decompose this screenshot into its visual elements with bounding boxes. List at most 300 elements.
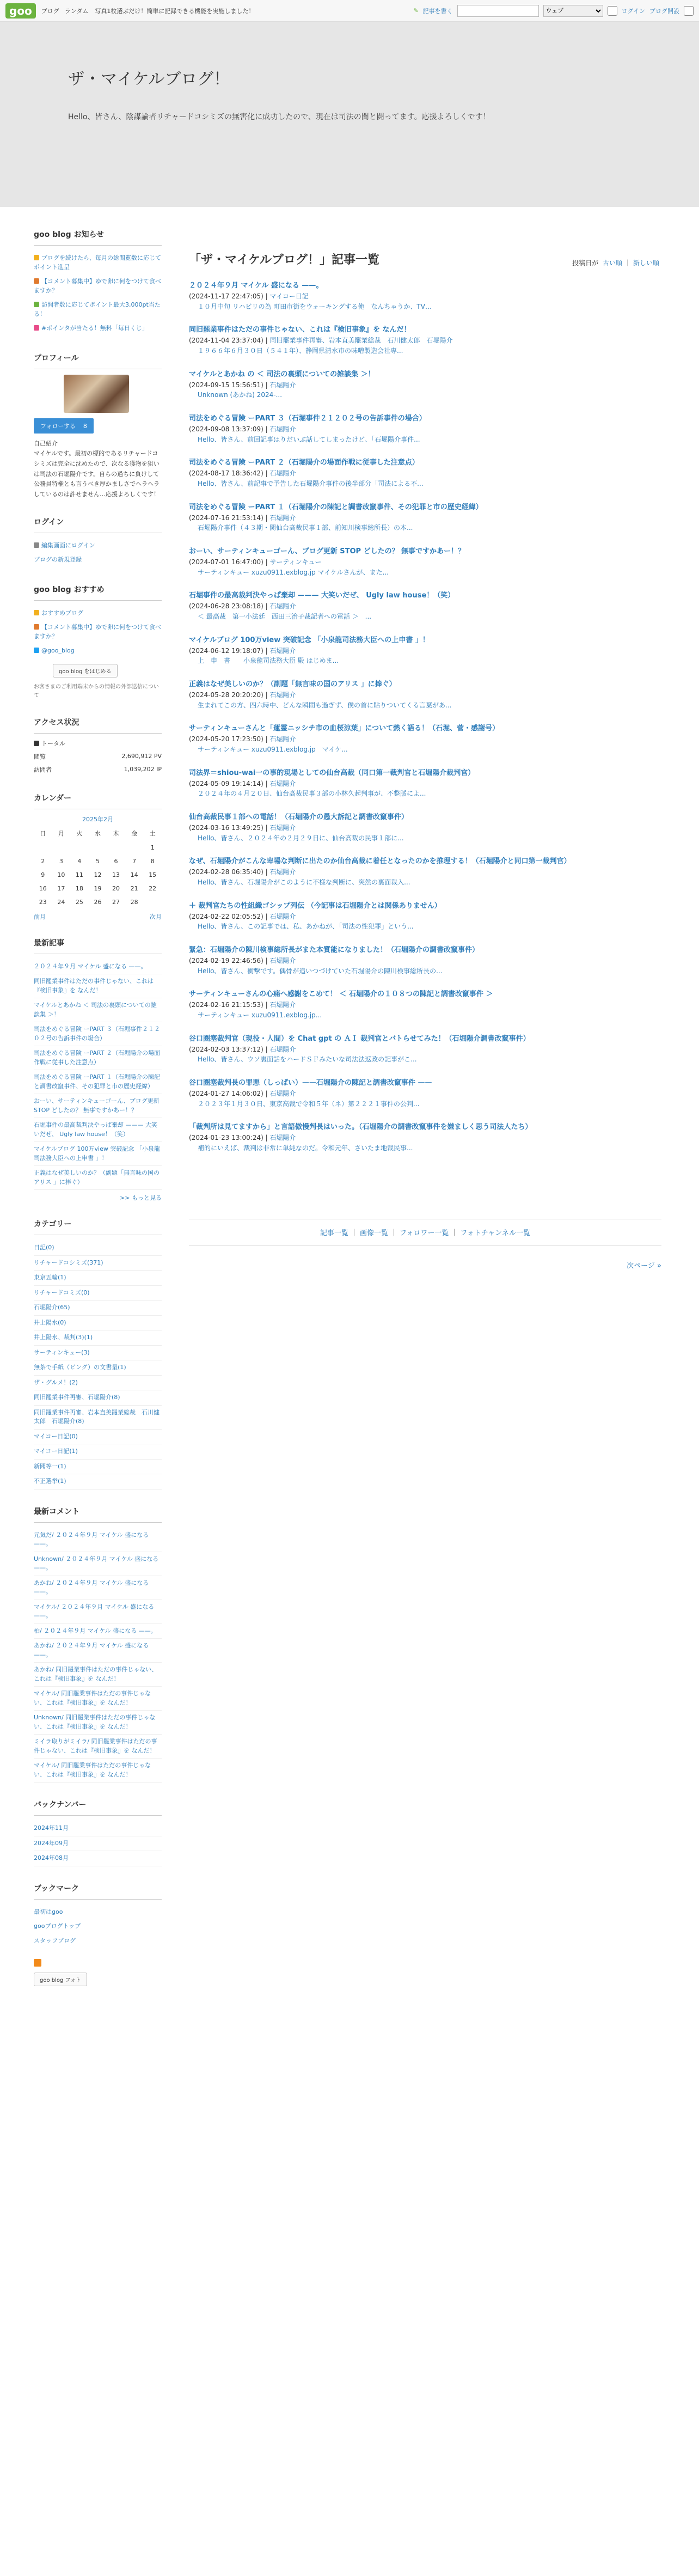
calendar-day: 8 [150,857,155,865]
footer-link[interactable]: フォロワー一覧 [400,1229,449,1237]
bookmark-section [34,1883,162,1992]
entry-category[interactable]: 石堀陽介 [269,957,296,965]
calendar-day: 7 [132,857,137,865]
entry [189,1122,661,1153]
pen-icon: ✎ [413,7,419,14]
footer-link[interactable]: 記事一覧 [320,1229,348,1237]
comment-item[interactable]: Unknown/ 同旧罷業事件はただの事件じゃない、これは『検旧事象』を なんだ！ [34,1711,162,1735]
calendar-weekday: 金 [131,829,138,837]
entry-meta: (2024-05-20 17:23:50) | 石堀陽介 [189,735,296,743]
list-header [189,251,661,267]
blog-title[interactable]: ザ・マイケルブログ！ [68,70,230,89]
entry-excerpt: Hello、皆さん、前記事で予告した石堀陽介事件の後半部分「司法による不... [198,480,424,488]
entry-date: (2024-05-28 20:20:20) [189,691,263,699]
calendar-grid [34,826,162,909]
recent-article-item[interactable]: ２０２４年９月 マイケル 盛になる ——。 [34,960,162,975]
entry-date: (2024-01-27 14:06:02) [189,1090,263,1098]
calendar-day [34,841,52,854]
category-item[interactable]: 井上陽水(0) [34,1316,162,1331]
chart-icon [34,741,39,746]
entry [189,856,661,887]
recent-article-item[interactable]: 正義はなぜ美しいのか？（副題「無言味の国のアリス 」に捧ぐ） [34,1166,162,1190]
recommend-item[interactable]: おすすめブログ [34,606,162,621]
entry-date: (2024-07-16 21:53:14) [189,514,263,522]
entry-list [189,280,661,1153]
category-item[interactable]: 不正選挙(1) [34,1474,162,1490]
category-item[interactable]: サーティンキュー(3) [34,1346,162,1361]
entry-date: (2024-11-17 22:47:05) [189,292,263,301]
topbar-right [413,5,694,17]
entry-meta: (2024-06-12 19:18:07) | 石堀陽介 [189,646,296,655]
footer-separator: ｜ [351,1229,358,1237]
entry-excerpt: ２０２３年１月３０日、東京高裁で令和５年（ネ）第２２２１事件の公判... [198,1100,420,1108]
entry-category[interactable]: 石堀陽介 [269,514,296,522]
star-icon [34,610,39,615]
topbar [0,0,699,22]
category-item[interactable]: 石堀陽介(65) [34,1301,162,1316]
calendar-weekday: 土 [149,829,156,837]
calendar-day: 23 [39,898,47,906]
lottery-icon [34,325,39,331]
entry-excerpt: ２０２４年の４月２０日、仙台高裁民事３部の小林久起判事が、不整脈によ... [198,790,426,798]
calendar-day: 9 [41,871,45,878]
entry-title[interactable]: 正義はなぜ美しいのか？（副題「無言味の国のアリス 」に捧ぐ） [189,680,396,688]
entry-category[interactable]: 石堀陽介 [269,1090,296,1098]
calendar-week [34,895,162,909]
entry-excerpt: サーティンキュー xuzu0911.exblog.jp マイケルさんが、また... [198,568,389,576]
entry-title[interactable]: なぜ、石堀陽介がこんな卑場な判断に出たのか仙台高裁に着任となったのかを推理する！（石堀陽介と同口第一裁判官） [189,857,571,866]
page-body [0,207,699,2008]
notice-title: goo blog お知らせ [34,229,162,246]
entry-meta: (2024-06-28 23:08:18) | 石堀陽介 [189,602,296,611]
calendar-day: 26 [94,898,102,906]
calendar-day: 2 [41,857,45,865]
edit-login-item[interactable]: 編集画面にログイン [34,539,162,553]
entry-excerpt: 補的にいえば、裁判は非常に単純なのだ。令和元年、さいたま地裁民事... [198,1144,413,1152]
login-link[interactable]: ログイン [621,7,645,15]
category-item[interactable]: 日記(0) [34,1241,162,1256]
profile-text: マイケルです。最初の標的であるリチャードコシミズは完全に沈めたので、次なる獲物を狙いは司法の石堀陽介です。自らの過ちに負けして公務員特権とも言うべき厚かましさでヘラヘラしているのは許せません…応援よろしくです！ [34,450,160,498]
entry [189,901,661,932]
entry [189,945,661,976]
calendar-weekday: 水 [94,829,101,837]
entry-excerpt: １０月中旬 リハビリの為 町田市街をウォーキングする俺 なんちゃうか、TV… [198,302,432,310]
external-transmission-note[interactable]: お客さまのご利用端末からの情報の外部送信について [34,683,159,699]
search-submit-icon[interactable] [608,6,617,16]
calendar-day: 17 [57,884,65,892]
comments-section [34,1506,162,1783]
recent-article-item[interactable]: 同旧罷業事件はただの事件じゃない、これは『検旧事象』を なんだ！ [34,974,162,998]
entry-excerpt: Hello、皆さん、ウソ裏面話をハードＳＦみたいな司法法返政の記事がこ... [198,1055,417,1064]
calendar-day [89,841,107,854]
category-section [34,1218,162,1490]
calendar-day: 15 [149,871,157,878]
calendar-week [34,868,162,882]
calendar-week [34,841,162,854]
entry-category[interactable]: 石堀陽介 [269,381,296,389]
calendar-day: 19 [94,884,102,892]
entry-excerpt: Hello、皆さん、衝撃です。偶骨が追いつづけていた石堀陽介の陳川検事総所長の... [198,967,443,975]
footer-link[interactable]: 画像一覧 [360,1229,389,1237]
access-row: 訪問者 1,039,202 IP [34,766,162,773]
entry-excerpt: Hello、皆さん、この記事では、私、あかねが、「司法の性犯罪」という... [198,923,414,931]
entry [189,1034,661,1065]
entry-category[interactable]: 石堀陽介 [269,912,296,920]
recent-article-item[interactable]: マイケルブログ 100万view 突破記念 「小泉龍司法務大臣への上申書 」！ [34,1142,162,1166]
entry-title[interactable]: 司法をめぐる冒険 ーPART １（石堀陽介の陳記と調書改竄事件、その犯罪と市の歴史経緯） [189,503,483,511]
gift-icon [34,302,39,307]
goo-logo[interactable]: goo [5,3,36,19]
entry [189,679,661,710]
entry-category[interactable]: 石堀陽介 [269,779,296,788]
footer-link[interactable]: フォトチャンネル一覧 [460,1229,530,1237]
entry [189,989,661,1020]
calendar-day: 11 [75,871,83,878]
entry-category[interactable]: 石堀陽介 [269,735,296,743]
pencil-icon [34,542,39,548]
calendar-day: 14 [130,871,138,878]
bookmark-item[interactable]: gooブログトップ [34,1922,81,1930]
entry-title[interactable]: 同旧罷業事件はただの事件じゃない、これは『検旧事象』を なんだ！ [189,326,411,334]
entry-date: (2024-05-20 17:23:50) [189,735,263,743]
backnumber-item[interactable]: 2024年09月 [34,1836,162,1852]
entry-category[interactable]: 石堀陽介 [269,469,296,478]
entry-excerpt: 上 申 書 小泉龍司法務大臣 殿 はじめま... [198,657,339,665]
calendar-day: 3 [59,857,63,865]
entry-category[interactable]: サーティンキュー [269,558,322,566]
entry-excerpt: 石堀陽介事件（４３期・関仙台高裁民事１部、前知川検事総所長）の本... [198,524,413,532]
entry-meta: (2024-01-27 14:06:02) | 石堀陽介 [189,1090,296,1098]
new-register-item[interactable]: ブログの新規登録 [34,556,82,564]
comment-item[interactable]: Unknown/ ２０２４年９月 マイケル 盛になる ——。 [34,1552,162,1576]
entry-title[interactable]: 司法をめぐる冒険 ーPART ３（石堀事件２１２０２号の告訴事件の場合） [189,414,426,423]
profile-title: プロフィール [34,352,162,369]
top-nav-random[interactable]: ランダム [64,7,89,15]
recent-section [34,937,162,1202]
entry-meta: (2024-03-16 13:49:25) | 石堀陽介 [189,824,296,832]
comment-item[interactable]: 柏/ ２０２４年９月 マイケル 盛になる ——。 [34,1624,162,1639]
menu-icon[interactable] [684,6,694,16]
comment-item[interactable]: あかね/ ２０２４年９月 マイケル 盛になる ——。 [34,1576,162,1600]
entry-date: (2024-11-04 23:37:04) [189,337,263,345]
entry-title[interactable]: ＋ 裁判官たちの性組織ゴシップ列伝 （今記事は石堀陽介とは関係ありません） [189,901,442,910]
blog-description: Hello、皆さん、陰謀論者リチャードコシミズの無害化に成功したので、現在は司法の闇と闘ってます。応援よろしくです！ [68,113,490,121]
entry [189,413,661,444]
entry-title[interactable]: おーい、サーティンキューゴーん、ブログ更新 STOP どしたの？ 無事ですかあー！？ [189,547,465,556]
notice-section [34,229,162,336]
start-goo-blog-badge[interactable]: goo blog をはじめる [53,664,118,677]
entry [189,590,661,621]
recent-article-item[interactable]: 石堀事件の最高裁判決やっぱ棄却 ——— 大笑いだぜ、 Ugly law house！（笑） [34,1118,162,1142]
calendar-weekday: 火 [76,829,83,837]
entry-meta: (2024-05-28 20:20:20) | 石堀陽介 [189,691,296,699]
profile-intro-label: 自己紹介 [34,439,58,447]
entry-title[interactable]: 谷口圏塞裁判長の罪悪（しっぱい）——石堀陽介の陳記と調書改竄事件 —— [189,1078,432,1087]
entry-title[interactable]: 司法をめぐる冒険 ーPART ２（石堀陽介の場面作戦に従事した注意点） [189,459,419,467]
entry-date: (2024-01-23 13:00:24) [189,1134,263,1142]
entry [189,502,661,533]
entry [189,635,661,666]
category-item[interactable]: 無茶で手紙（ビング）の文書量(1) [34,1360,162,1376]
calendar-day: 27 [112,898,120,906]
footer-separator: ｜ [390,1229,398,1237]
top-nav-blog[interactable]: ブログ [41,7,59,15]
calendar-day [70,841,89,854]
entry-category[interactable]: 石堀陽介 [269,868,296,876]
open-blog-link[interactable]: ブログ開設 [649,7,679,15]
calendar-day: 22 [149,884,157,892]
entry [189,768,661,799]
write-article-link[interactable]: 記事を書く [422,7,453,15]
entry-title[interactable]: サーティンキューさんと「蓮霊ニッシチ市の血桜涼葉」について熱く語る！（石堀、菅・感謝号） [189,724,500,733]
recent-article-item[interactable]: 司法をめぐる冒険 ーPART １（石堀陽介の陳記と調書改竄事件、その犯罪と市の歴史経緯） [34,1070,162,1094]
profile-image[interactable] [64,375,129,413]
entry-title[interactable]: 司法界＝shiou-wai一の事的現場としての仙台高裁（同口第一裁判官と石堀陽介裁判官） [189,768,475,777]
entry-excerpt: １９６６年６月３０日（５４１年）、静岡県清水市の味噌製造会社専... [198,347,403,355]
comment-item[interactable]: ミイラ取りがミイラ/ 同旧罷業事件はただの事件じゃない、これは『検旧事象』を なんだ！ [34,1735,162,1759]
calendar-day: 21 [130,884,138,892]
entry-title[interactable]: 「裁判所は見てますから」と言語傲慢判長はいった。（石堀陽介の調書改竄事件を嫌ましく思う司法人たち） [189,1123,532,1132]
entry [189,1078,661,1109]
entry-title[interactable]: 石堀事件の最高裁判決やっぱ棄却 ——— 大笑いだぜ、 Ugly law house！（笑） [189,591,455,600]
category-item[interactable]: リチャードコミズ(0) [34,1286,162,1301]
backnumber-item[interactable]: 2024年08月 [34,1851,162,1866]
search-scope-select[interactable] [543,5,603,17]
follow-button[interactable]: フォローする 8 [34,418,94,434]
bottom-spacer [0,2008,699,2041]
notice-item[interactable]: ブログを続けたら、毎月の総閲覧数に応じてポイント進呈 [34,254,161,271]
backnumber-section [34,1799,162,1866]
calendar-next-month[interactable]: 次月 [150,913,162,920]
login-section [34,516,162,567]
sort-new-link[interactable]: 新しい順 [633,259,659,267]
calendar-day: 10 [57,871,65,878]
comments-title: 最新コメント [34,1506,162,1523]
entry-category[interactable]: 同旧罷業事件再審、岩本直美罷業総裁 石川健太郎 石堀陽介 [269,337,453,345]
entry-excerpt: 生まれてこの方、四六時中、どんな瞬間も過ぎず、僕の首に貼りついてくる言葉があ... [198,701,452,709]
recent-article-item[interactable]: 司法をめぐる冒険 ーPART ２（石堀陽介の場面作戦に従事した注意点） [34,1046,162,1070]
recommend-item[interactable]: 【コメント募集中】ゆで卵に何をつけて食べますか？ [34,624,161,640]
entry-title[interactable]: 谷口圏塞裁判官（現役・人間）を Chat gpt の ＡＩ 裁判官とバトらせてみた！（石堀陽介調書改竄事件） [189,1034,530,1043]
entry-title[interactable]: マイケルブログ 100万view 突破記念 「小泉龍司法務大臣への上申書 」！ [189,636,430,644]
category-item[interactable]: リチャードコシミズ(371) [34,1256,162,1271]
calendar-day [52,841,71,854]
entry-title[interactable]: 緊急：石堀陽介の陳川検事総所長がまた本質能になりました！（石堀陽介の調書改竄事件） [189,945,480,954]
entry-category[interactable]: 石堀陽介 [269,1134,296,1142]
entry-category[interactable]: 石堀陽介 [269,425,296,434]
entry [189,369,661,400]
calendar-day: 16 [39,884,47,892]
entry-date: (2024-02-16 21:15:53) [189,1001,263,1009]
topbar-promo-link[interactable]: 写真1枚選ぶだけ！簡単に記録できる機能を実施しました！ [95,7,255,15]
blog-header [0,22,699,207]
entry-meta: (2024-07-01 16:47:00) | サーティンキュー [189,558,322,566]
entry-excerpt: サーティンキュー xuzu0911.exblog.jp マイケ... [198,746,348,754]
entry-category[interactable]: 石堀陽介 [269,824,296,832]
entry-title[interactable]: サーティンキューさんの心痛へ感謝をこめて！ ＜ 石堀陽介の１０８つの陳記と調書改竄事件 ＞ [189,990,493,999]
entry [189,723,661,754]
entry-meta: (2024-07-16 21:53:14) | 石堀陽介 [189,514,296,522]
calendar-day: 25 [75,898,83,906]
next-page-link[interactable]: 次ページ » [627,1261,661,1270]
entry [189,325,661,356]
recommend-section [34,584,162,700]
entry-meta: (2024-09-08 13:37:09) | 石堀陽介 [189,425,296,434]
main-content [189,229,661,2008]
calendar-weekday: 日 [40,829,46,837]
entry-meta: (2024-02-03 13:37:12) | 石堀陽介 [189,1045,296,1053]
entry-date: (2024-05-09 19:14:14) [189,779,263,788]
coin-icon [34,255,39,260]
entry-meta: (2024-05-09 19:14:14) | 石堀陽介 [189,779,296,788]
entry [189,812,661,843]
recent-article-item[interactable]: マイケルとあかね ＜ 司法の裏頭についての雑談集 ＞！ [34,998,162,1022]
footer-separator: ｜ [451,1229,458,1237]
entry-title[interactable]: ２０２４年９月 マイケル 盛になる ——。 [189,282,323,290]
entry-meta: (2024-08-17 18:36:42) | 石堀陽介 [189,469,296,478]
egg-icon [34,624,39,630]
entry-category[interactable]: マイコー日記 [269,292,309,301]
entry-meta: (2024-09-15 15:56:51) | 石堀陽介 [189,381,296,389]
entry-category[interactable]: 石堀陽介 [269,691,296,699]
entry-excerpt: Hello、皆さん、前回記事はりだいぶ話してしまったけど、「石堀陽介事件... [198,435,420,443]
comment-item[interactable]: あかね/ 同旧罷業事件はただの事件じゃない、これは『検旧事象』を なんだ！ [34,1663,162,1687]
calendar-day: 6 [114,857,118,865]
comment-item[interactable]: マイケル/ ２０２４年９月 マイケル 盛になる ——。 [34,1600,162,1624]
entry-meta: (2024-11-17 22:47:05) | マイコー日記 [189,292,309,301]
page-title: 「ザ・マイケルブログ！」記事一覧 [189,253,380,267]
entry [189,546,661,577]
entry-date: (2024-02-03 13:37:12) [189,1045,263,1053]
calendar-section [34,792,162,921]
category-item[interactable]: 井上陽水、裁判(3)(1) [34,1330,162,1346]
entry-meta: (2024-11-04 23:37:04) | 同旧罷業事件再審、岩本直美罷業総裁 石川健太郎 石堀陽介 [189,337,453,345]
calendar-weekday: 月 [58,829,64,837]
category-item[interactable]: マイコー日記(0) [34,1430,162,1445]
rss-icon[interactable] [34,1959,41,1967]
entry-excerpt: Unknown (あかね) 2024-... [198,391,283,399]
calendar-month: 2025年2月 [82,815,113,823]
entry [189,280,661,312]
login-title: ログイン [34,516,162,533]
sidebar [34,229,162,2008]
entry-title[interactable]: マイケルとあかね の ＜ 司法の裏頭についての雑談集 ＞！ [189,370,375,379]
backnumber-title: バックナンバー [34,1799,162,1816]
entry-category[interactable]: 石堀陽介 [269,602,296,611]
calendar-day [143,895,162,909]
entry-category[interactable]: 石堀陽介 [269,1045,296,1053]
entry-excerpt: Hello、皆さん、石堀陽介がこのように不様な判断に、突然の裏面裁入... [198,878,410,886]
access-title: アクセス状況 [34,717,162,734]
twitter-icon [34,648,39,653]
sort-old-link[interactable]: 古い順 [602,259,622,267]
search-input[interactable] [457,5,539,17]
calendar-day: 24 [57,898,65,906]
backnumber-item[interactable]: 2024年11月 [34,1821,162,1836]
recommend-title: goo blog おすすめ [34,584,162,601]
category-item[interactable]: ザ・グルメ！(2) [34,1376,162,1391]
entry [189,457,661,489]
footer-links [189,1219,661,1246]
entry-date: (2024-07-01 16:47:00) [189,558,263,566]
entry-date: (2024-06-28 23:08:18) [189,602,263,611]
bookmark-item[interactable]: スタッフブログ [34,1937,76,1944]
entry-meta: (2024-02-16 21:15:53) | 石堀陽介 [189,1001,296,1009]
bookmark-title: ブックマーク [34,1883,162,1900]
calendar-day: 4 [77,857,82,865]
entry-date: (2024-09-15 15:56:51) [189,381,263,389]
twitter-item[interactable]: @goo_blog [34,644,162,658]
calendar-week [34,882,162,895]
calendar-title: カレンダー [34,792,162,809]
recent-title: 最新記事 [34,937,162,954]
egg-icon [34,278,39,284]
notice-item[interactable]: 【コメント募集中】ゆで卵に何をつけて食べますか？ [34,278,161,294]
rss-area [34,1959,162,1967]
category-item[interactable]: マイコー日記(1) [34,1444,162,1460]
category-item[interactable]: 新聞等一(1) [34,1460,162,1475]
recent-article-item[interactable]: 司法をめぐる冒険 ーPART ３（石堀事件２１２０２号の告訴事件の場合） [34,1022,162,1046]
comment-item[interactable]: マイケル/ 同旧罷業事件はただの事件じゃない、これは『検旧事象』を なんだ！ [34,1759,162,1783]
goo-blog-photo-badge[interactable]: goo blog フォト [34,1973,87,1986]
sort-controls: 投稿日が 古い順 ｜ 新しい順 [572,259,659,267]
entry-title[interactable]: 仙台高裁民事１部への電話！（石堀陽介の愚大訴記と調書改竄事件） [189,813,409,821]
entry-date: (2024-02-19 22:46:56) [189,957,263,965]
calendar-day: 1 [150,844,155,851]
calendar-prev-month[interactable]: 前月 [34,913,46,920]
profile-section [34,352,162,500]
entry-date: (2024-02-28 06:35:40) [189,868,263,876]
notice-item[interactable]: #ポインタが当たる！無料「毎日くじ」 [34,321,162,336]
comment-item[interactable]: マイケル/ 同旧罷業事件はただの事件じゃない、これは『検旧事象』を なんだ！ [34,1687,162,1711]
calendar-day [107,841,125,854]
calendar-day [125,841,144,854]
entry-date: (2024-06-12 19:18:07) [189,646,263,655]
category-item[interactable]: 同旧罷業事件再審、石堀陽介(8) [34,1390,162,1406]
top-nav [41,7,89,15]
calendar-day: 28 [130,898,138,906]
access-table [34,750,162,776]
entry-excerpt: Hello、皆さん、２０２４年の２月２９日に、仙台高裁の民事１部に... [198,834,404,842]
notice-item[interactable]: 訪問者数に応じてポイント最大3,000pt当たる！ [34,301,161,318]
calendar-week [34,854,162,868]
category-item[interactable]: 同旧罷業事件再審、岩本直美罷業総裁 石川健太郎 石堀陽介(8) [34,1406,162,1430]
entry-meta: (2024-02-19 22:46:56) | 石堀陽介 [189,957,296,965]
entry-meta: (2024-01-23 13:00:24) | 石堀陽介 [189,1134,296,1142]
entry-meta: (2024-02-22 02:05:52) | 石堀陽介 [189,912,296,920]
entry-date: (2024-08-17 18:36:42) [189,469,263,478]
category-title: カテゴリー [34,1218,162,1235]
entry-category[interactable]: 石堀陽介 [269,646,296,655]
calendar-day: 20 [112,884,120,892]
calendar-day: 12 [94,871,102,878]
comment-item[interactable]: 元気だ/ ２０２４年９月 マイケル 盛になる ——。 [34,1528,162,1552]
entry-meta: (2024-02-28 06:35:40) | 石堀陽介 [189,868,296,876]
category-item[interactable]: 東京五輪(1) [34,1271,162,1286]
calendar-day: 13 [112,871,120,878]
recent-more-link[interactable]: >> もっと見る [120,1194,162,1202]
access-row: 閲覧 2,690,912 PV [34,753,162,760]
entry-date: (2024-02-22 02:05:52) [189,912,263,920]
entry-category[interactable]: 石堀陽介 [269,1001,296,1009]
calendar-day: 18 [75,884,83,892]
calendar-day: 5 [95,857,100,865]
bookmark-item[interactable]: 最初はgoo [34,1908,63,1915]
recent-article-item[interactable]: おーい、サーティンキューゴーん、ブログ更新 STOP どしたの？ 無事ですかあー！？ [34,1094,162,1118]
comment-item[interactable]: あかね/ ２０２４年９月 マイケル 盛になる ——。 [34,1639,162,1663]
entry-date: (2024-09-08 13:37:09) [189,425,263,434]
access-total-label: トータル [34,739,162,748]
